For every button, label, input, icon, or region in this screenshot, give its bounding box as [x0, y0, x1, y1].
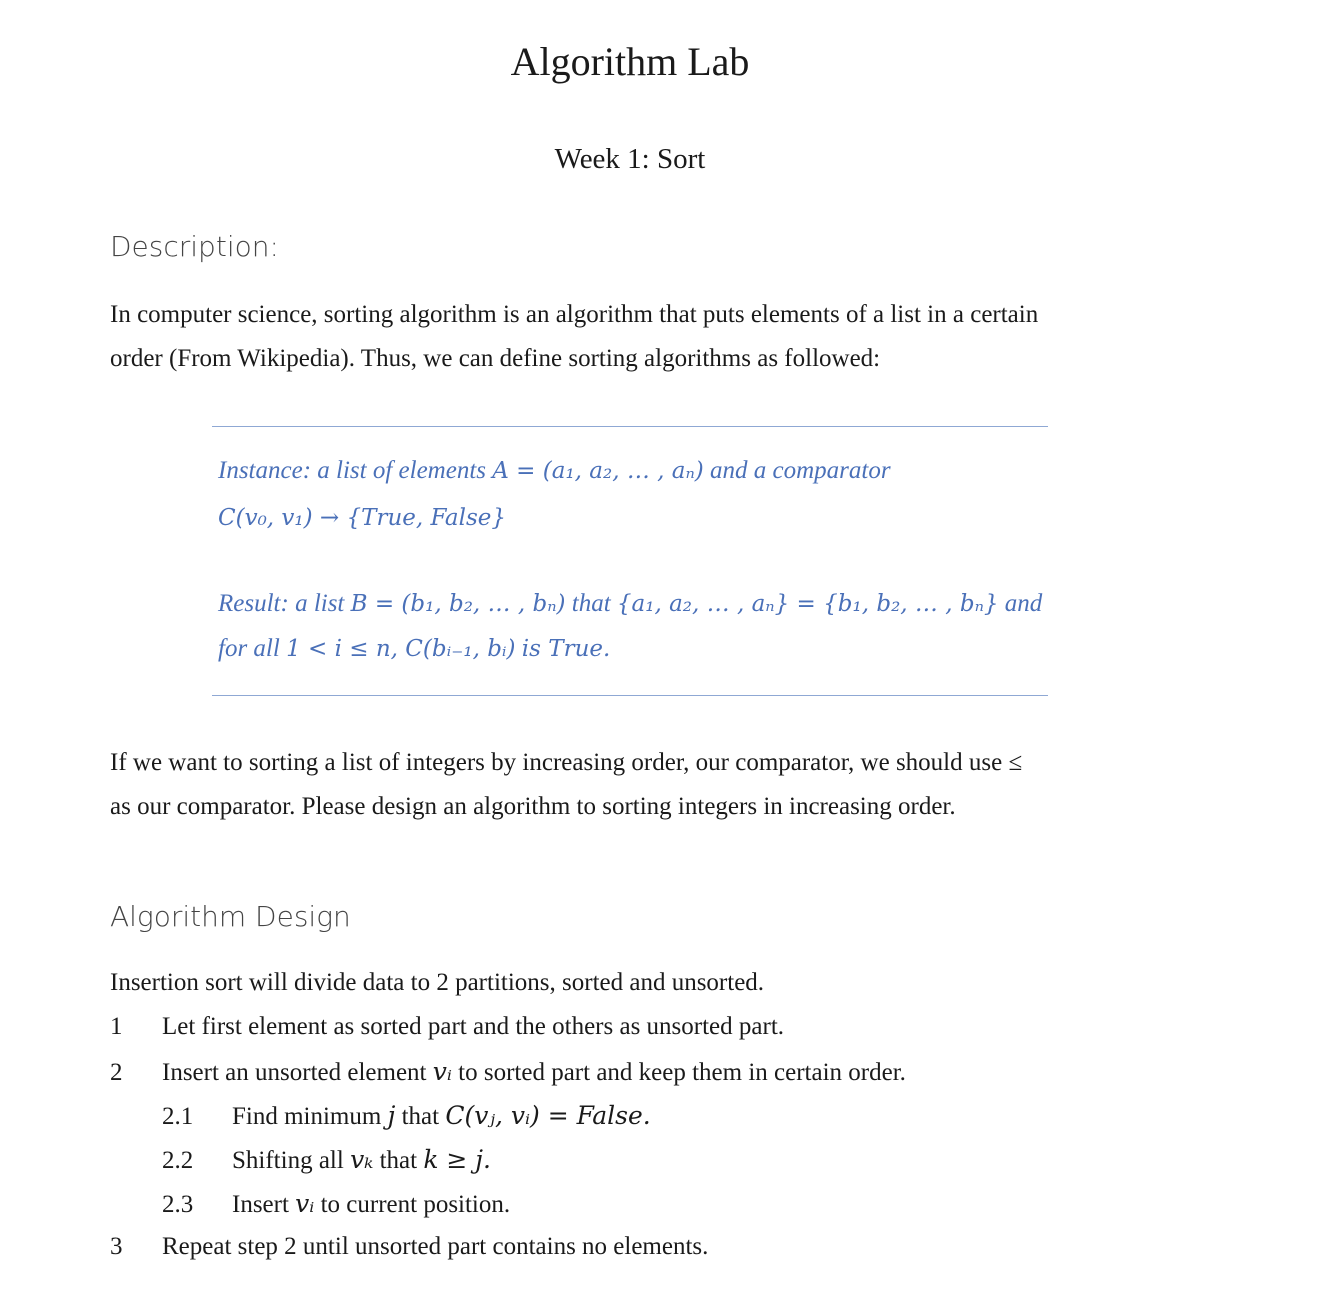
- instance-math: A = (a₁, a₂, … , aₙ): [492, 458, 704, 484]
- step-number: 2.3: [162, 1191, 194, 1218]
- step-text-mid: that: [401, 1103, 440, 1130]
- forall-text: for all: [218, 635, 280, 662]
- step-text-post: to current position.: [320, 1191, 511, 1218]
- step-text-pre: Insert an unsorted element: [162, 1059, 427, 1086]
- result-that: that: [571, 590, 611, 617]
- step-text: Let first element as sorted part and the others as unsorted part.: [162, 1013, 785, 1040]
- step-text-pre: Shifting all: [232, 1147, 344, 1174]
- step-1: [110, 1013, 784, 1041]
- definition-top-rule: [212, 426, 1048, 427]
- step-math: vᵢ: [432, 1057, 452, 1086]
- step-math-2: k ≥ j.: [423, 1145, 492, 1174]
- step-2: [110, 1057, 906, 1087]
- step-number: 1: [110, 1013, 123, 1040]
- definition-forall-line: [218, 635, 610, 663]
- step-text-pre: Find minimum: [232, 1103, 382, 1130]
- forall-tail: is True.: [521, 636, 611, 662]
- step-text-pre: Insert: [232, 1191, 289, 1218]
- result-text: Result: a list: [218, 590, 345, 617]
- forall-math: 1 < i ≤ n, C(bᵢ₋₁, bᵢ): [286, 636, 516, 662]
- result-math-2: {a₁, a₂, … , aₙ} = {b₁, b₂, … , bₙ}: [616, 591, 999, 617]
- document-subtitle: Week 1: Sort: [554, 143, 706, 175]
- step-3: [110, 1233, 708, 1261]
- step-text-mid: that: [379, 1147, 418, 1174]
- description-line-1: In computer science, sorting algorithm is an algorithm that puts elements of a list in a certain: [110, 301, 1039, 328]
- step-number: 2.1: [162, 1103, 194, 1130]
- step-math-1: vₖ: [350, 1145, 374, 1174]
- instance-tail: and a comparator: [710, 457, 891, 484]
- step-number: 3: [110, 1233, 123, 1260]
- step-text: Repeat step 2 until unsorted part contains no elements.: [162, 1233, 709, 1260]
- result-and: and: [1004, 590, 1043, 617]
- step-math-2: C(vⱼ, vᵢ) = False.: [445, 1101, 651, 1130]
- step-2-2: [162, 1145, 491, 1175]
- step-text-post: to sorted part and keep them in certain order.: [458, 1059, 906, 1086]
- step-math-1: j: [387, 1101, 396, 1130]
- design-heading: Algorithm Design: [110, 900, 351, 933]
- result-math-1: B = (b₁, b₂, … , bₙ): [350, 591, 566, 617]
- step-math: vᵢ: [295, 1189, 315, 1218]
- instance-text: Instance: a list of elements: [218, 457, 486, 484]
- document-title: Algorithm Lab: [510, 39, 750, 84]
- step-2-3: [162, 1189, 510, 1219]
- definition-instance-line: [218, 457, 891, 485]
- step-number: 2: [110, 1059, 123, 1086]
- description-heading: Description:: [110, 230, 279, 263]
- usage-line-2: as our comparator. Please design an algorithm to sorting integers in increasing order.: [110, 793, 956, 820]
- description-line-2: order (From Wikipedia). Thus, we can define sorting algorithms as followed:: [110, 345, 881, 372]
- design-intro: Insertion sort will divide data to 2 partitions, sorted and unsorted.: [110, 969, 765, 996]
- definition-comparator-line: [218, 504, 506, 532]
- definition-bottom-rule: [212, 695, 1048, 696]
- comparator-math: C(v₀, v₁) → {True, False}: [218, 505, 507, 531]
- step-number: 2.2: [162, 1147, 194, 1174]
- step-2-1: [162, 1101, 651, 1131]
- definition-result-line: [218, 590, 1042, 618]
- usage-line-1: If we want to sorting a list of integers by increasing order, our comparator, we should use ≤: [110, 749, 1023, 776]
